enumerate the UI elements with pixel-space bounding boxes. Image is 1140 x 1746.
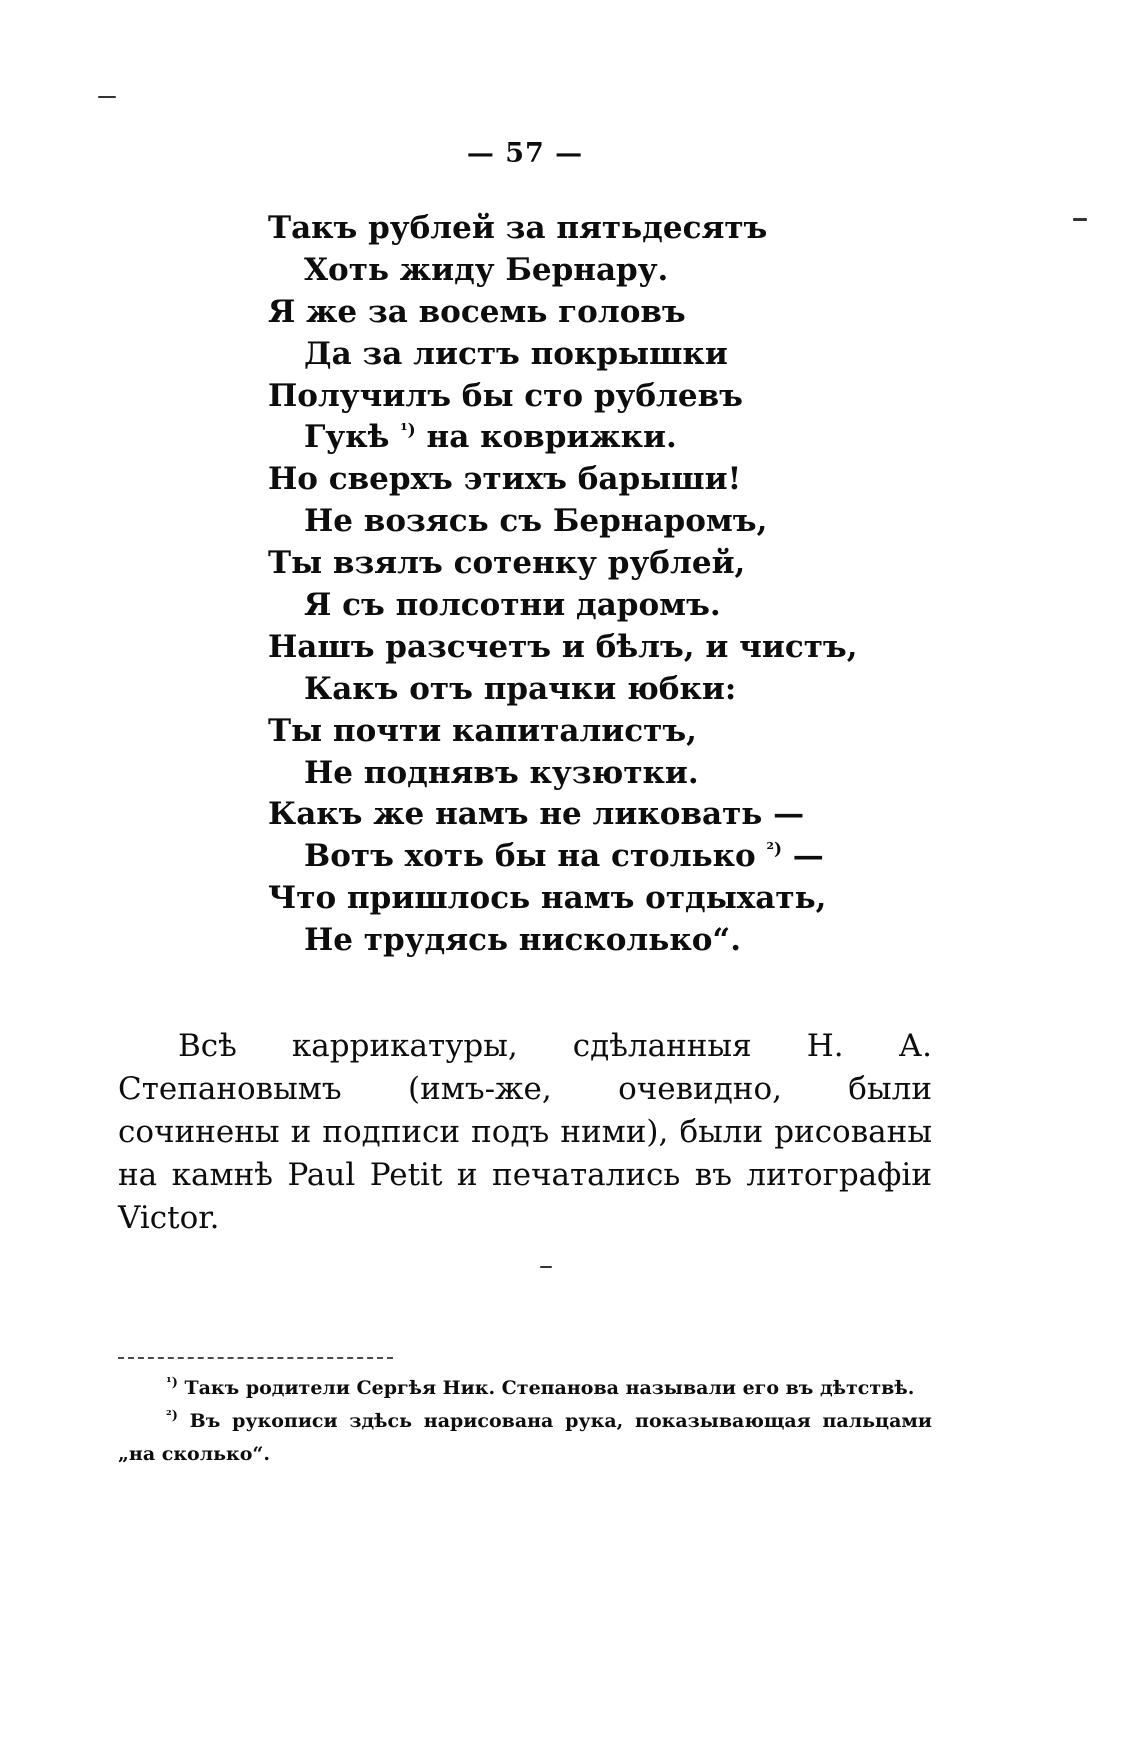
footnote-text: Такъ родители Сергѣя Ник. Степанова называли его въ дѣтствѣ. — [184, 1377, 915, 1399]
poem-line-text: Гукѣ — [304, 419, 390, 456]
poem-line — [268, 878, 828, 920]
poem-line-continuation: на коврижки. — [415, 419, 677, 456]
poem-line — [268, 836, 828, 878]
poem-line-text: Не возясь съ Бернаромъ, — [304, 503, 768, 540]
poem-line-text: Вотъ хоть бы на столько — [304, 838, 756, 875]
poem-line-text: Такъ рублей за пятьдесятъ — [268, 210, 768, 246]
poem-line — [268, 627, 858, 669]
poem-line-text: Я же за восемь головъ — [268, 293, 686, 330]
footnotes — [118, 1372, 932, 1471]
poem-line — [268, 794, 828, 836]
poem-line-text: Какъ же намъ не ликовать — — [268, 796, 805, 833]
footnote-mark: ²) — [166, 1408, 178, 1424]
poem-line — [268, 501, 828, 543]
poem-line-text: Я съ полсотни даромъ. — [304, 587, 721, 624]
poem-line-text: Но сверхъ этихъ барыши! — [268, 461, 742, 498]
poem-line-text: Да за листъ покрышки — [304, 335, 728, 372]
poem-line — [268, 753, 828, 795]
poem-line — [268, 208, 828, 250]
footnote-mark: ¹) — [166, 1375, 178, 1391]
poem-line-text: Что пришлось намъ отдыхать, — [268, 880, 827, 917]
scan-speck — [1073, 218, 1087, 221]
poem-line-text: Не поднявъ кузютки. — [304, 754, 699, 791]
poem-line — [268, 920, 828, 962]
poem-line — [268, 585, 828, 627]
footnote — [118, 1405, 932, 1471]
poem-line — [268, 250, 828, 292]
poem-line — [268, 376, 828, 418]
poem-line-text: Нашъ разсчетъ и бѣлъ, и чистъ, — [268, 628, 858, 665]
poem-line-text: Ты почти капиталистъ, — [268, 712, 697, 749]
footnote-divider — [118, 1357, 393, 1359]
poem-line — [268, 334, 828, 376]
poem-line-text: Хоть жиду Бернару. — [304, 251, 669, 288]
poem — [268, 208, 858, 962]
poem-line — [268, 543, 828, 585]
poem-line — [268, 459, 828, 501]
scan-speck — [98, 96, 116, 98]
poem-line — [268, 711, 828, 753]
poem-line — [268, 669, 828, 711]
prose-paragraph: Всѣ каррикатуры, сдѣланныя Н. А. Степановымъ (имъ-же, очевидно, были сочинены и подписи подъ ними), были рисованы на камнѣ Paul Petit и печатались въ литографіи Victor. — [118, 1028, 932, 1236]
poem-line-text: Какъ отъ прачки юбки: — [304, 670, 737, 707]
poem-line-text: Получилъ бы сто рублевъ — [268, 377, 743, 414]
footnote-text: Въ рукописи здѣсь нарисована рука, показывающая пальцами „на сколько“. — [118, 1410, 932, 1465]
scan-speck — [540, 1266, 552, 1268]
page-number: — 57 — — [466, 138, 584, 169]
footnote — [118, 1372, 932, 1405]
footnote-reference: ¹) — [400, 421, 416, 442]
poem-line-text: Не трудясь нисколько“. — [304, 922, 742, 959]
poem-line-continuation: — — [782, 838, 824, 875]
poem-line-text: Ты взялъ сотенку рублей, — [268, 545, 746, 582]
poem-line — [268, 417, 828, 459]
footnote-reference: ²) — [766, 840, 782, 861]
poem-line — [268, 292, 828, 334]
